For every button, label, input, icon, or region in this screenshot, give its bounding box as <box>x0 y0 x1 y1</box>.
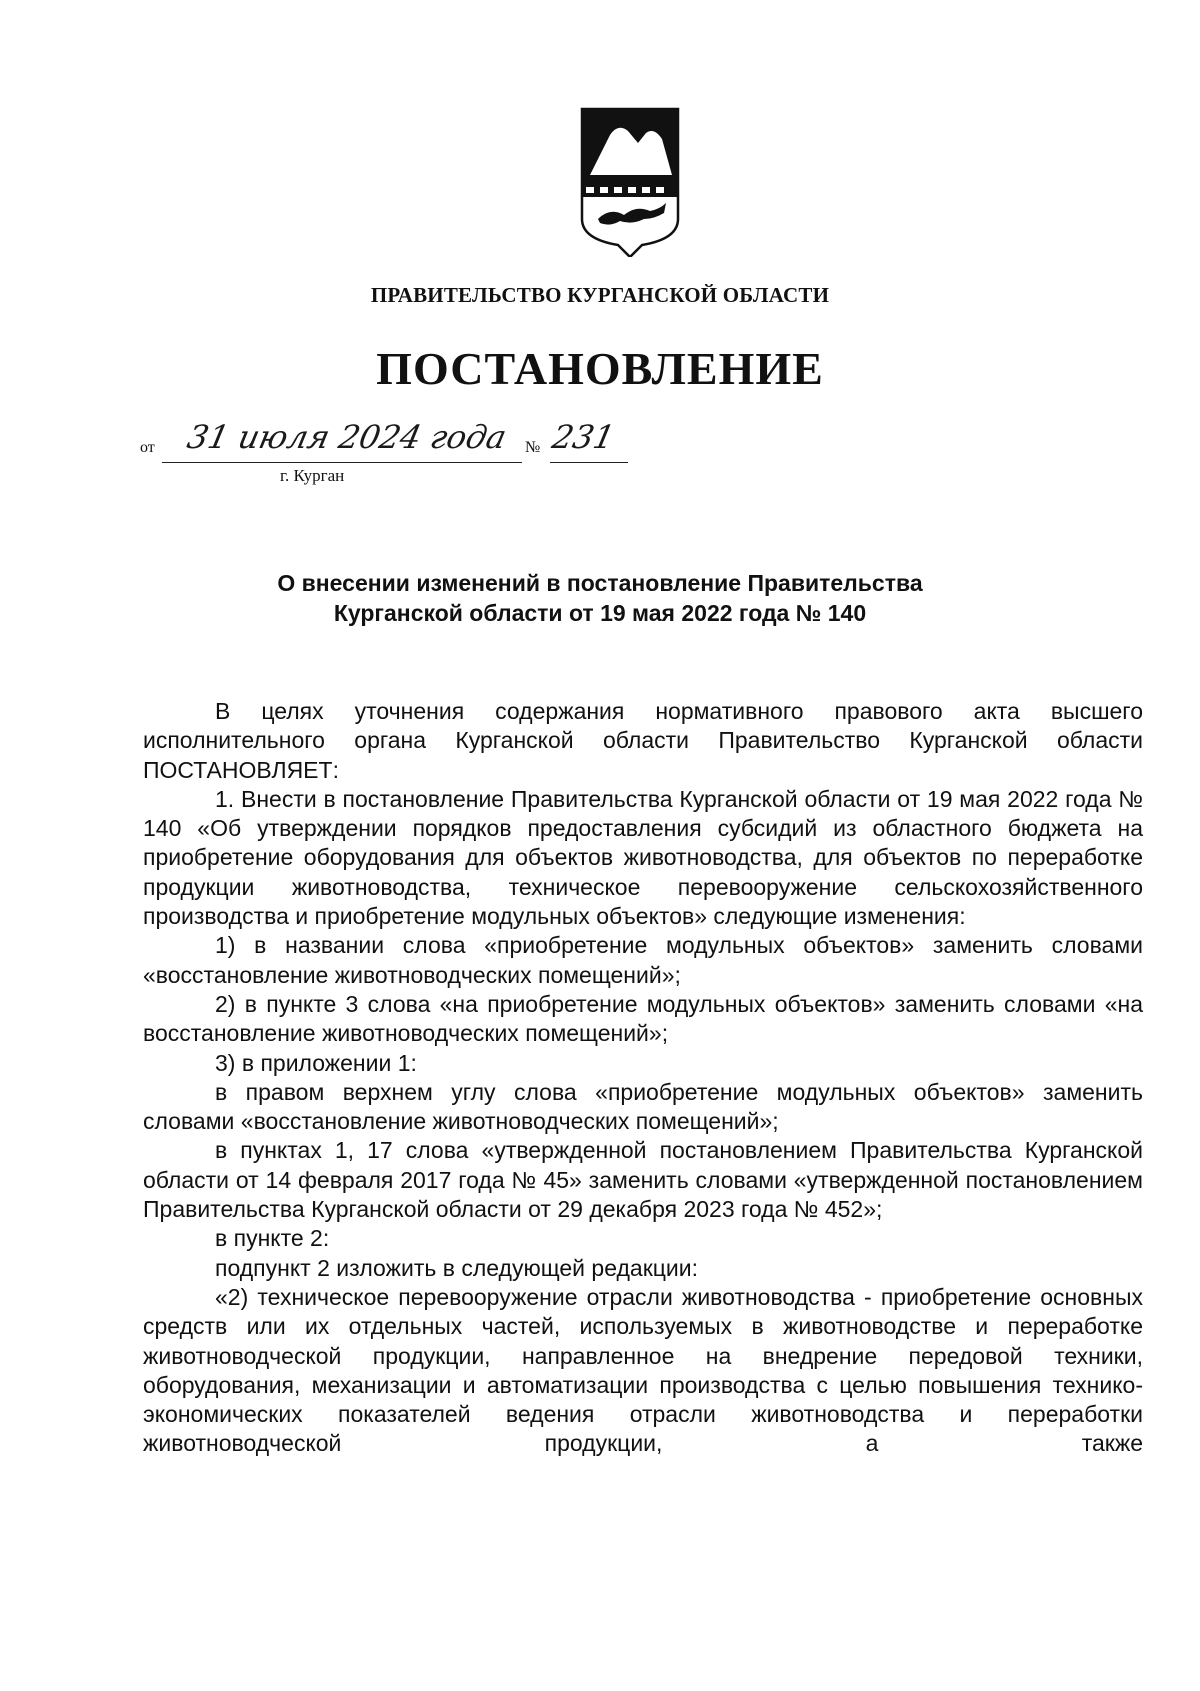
subject-line-1: О внесении изменений в постановление Правительства <box>277 570 923 596</box>
paragraph: в пунктах 1, 17 слова «утвержденной постановлением Правительства Курганской области от 14 февраля 2017 года № 45» заменить словами «утвержденной постановлением Правительства Курганской области от 29 декабря 2023 года № 452»; <box>143 1137 1143 1223</box>
paragraph: 1) в названии слова «приобретение модульных объектов» заменить словами «восстановление животноводческих помещений»; <box>143 932 1143 988</box>
paragraph: В целях уточнения содержания нормативного правового акта высшего исполнительного органа Курганской области Правительство Курганской области ПОСТАНОВЛЯЕТ: <box>143 698 1143 783</box>
city: г. Курган <box>280 466 345 485</box>
document-body <box>143 697 1143 1459</box>
document-type: ПОСТАНОВЛЕНИЕ <box>376 343 824 394</box>
paragraph: подпункт 2 изложить в следующей редакции: <box>215 1254 699 1281</box>
paragraph: «2) техническое перевооружение отрасли животноводства - приобретение основных средств или их отдельных частей, используемых в животноводстве и переработке животноводческой продукции, направленное на внедрение передовой техники, оборудования, механизации и автоматизации производства с целью повышения технико-экономических показателей ведения отрасли животноводства и переработки животноводческой продукции, а также <box>143 1283 1143 1457</box>
paragraph: в правом верхнем углу слова «приобретение модульных объектов» заменить словами «восстановление животноводческих помещений»; <box>143 1078 1143 1135</box>
number-label: № <box>525 439 541 456</box>
dateline <box>140 418 660 492</box>
paragraph: 3) в приложении 1: <box>215 1049 417 1076</box>
paragraph: 2) в пункте 3 слова «на приобретение модульных объектов» заменить словами «на восстановление животноводческих помещений»; <box>143 990 1143 1047</box>
coat-of-arms-icon <box>580 107 680 257</box>
handwritten-date: 31 июля 2024 года <box>183 418 510 456</box>
number-underline <box>550 462 628 463</box>
authority-name: ПРАВИТЕЛЬСТВО КУРГАНСКОЙ ОБЛАСТИ <box>370 283 830 307</box>
subject-line-2: Курганской области от 19 мая 2022 года № 140 <box>333 600 867 626</box>
paragraph: 1. Внести в постановление Правительства Курганской области от 19 мая 2022 года № 140 «Об утверждении порядков предоставления субсидий из областного бюджета на приобретение оборудования для объектов животноводства, для объектов по переработке продукции животноводства, техническое перевооружение сельскохозяйственного производства и приобретение модульных объектов» следующие изменения: <box>143 785 1143 930</box>
document-subject <box>0 568 1200 628</box>
date-underline <box>162 462 522 463</box>
from-label: от <box>140 439 155 456</box>
paragraph: в пункте 2: <box>215 1225 330 1252</box>
handwritten-number: 231 <box>548 418 619 456</box>
